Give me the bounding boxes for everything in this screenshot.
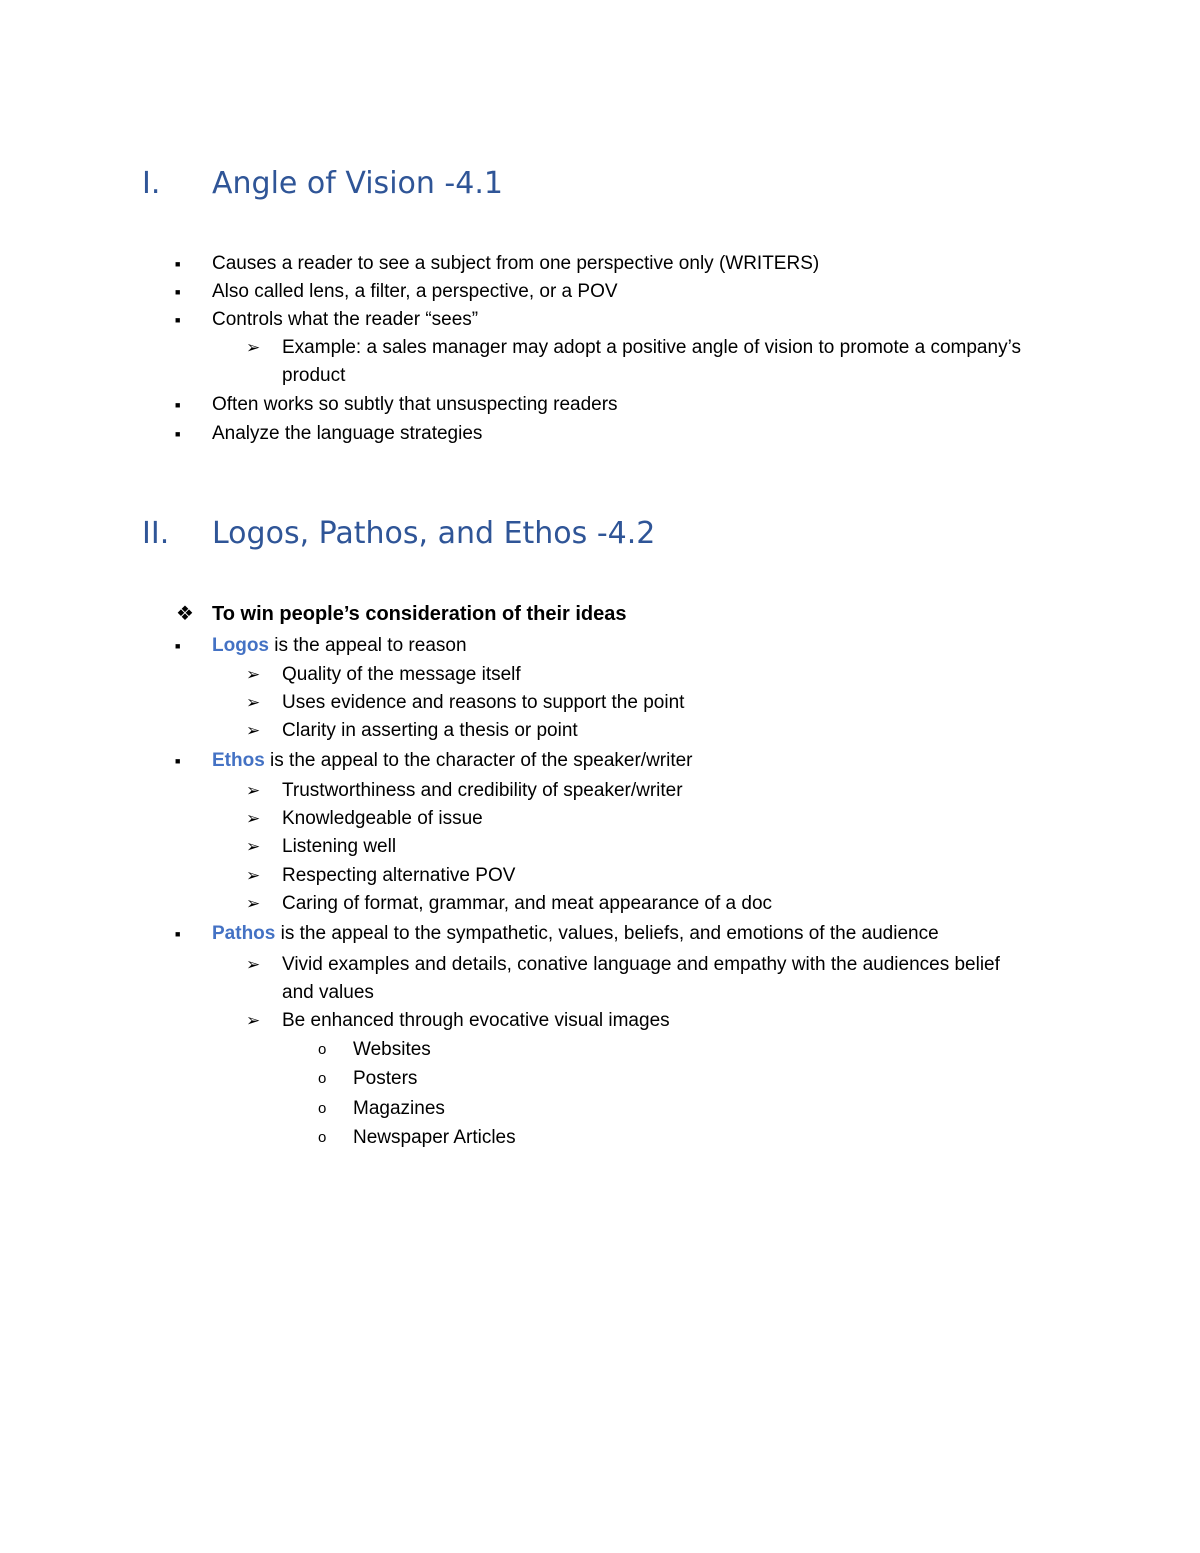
sub-list-item-text: Quality of the message itself bbox=[282, 664, 521, 685]
circle-bullet-icon: o bbox=[318, 1129, 327, 1146]
list-item-text: Often works so subtly that unsuspecting readers bbox=[212, 394, 618, 415]
list-item-text: Controls what the reader “sees” bbox=[212, 309, 479, 330]
sub-sub-list-item-text: Posters bbox=[353, 1068, 418, 1089]
ethos-keyword: Ethos bbox=[212, 750, 265, 771]
sub-sub-list-item-text: Newspaper Articles bbox=[353, 1127, 516, 1148]
pathos-definition: is the appeal to the sympathetic, values, beliefs, and emotions of the audience bbox=[275, 923, 939, 944]
list-item-text bbox=[212, 749, 693, 773]
sub-list-item-text: Uses evidence and reasons to support the point bbox=[282, 692, 685, 713]
circle-bullet-icon: o bbox=[318, 1041, 327, 1058]
sub-list-item-text: Caring of format, grammar, and meat appearance of a doc bbox=[282, 893, 773, 914]
sub-list-item-text: Listening well bbox=[282, 836, 397, 857]
square-bullet-icon: ■ bbox=[175, 287, 181, 297]
square-bullet-icon: ■ bbox=[175, 641, 181, 651]
logos-keyword: Logos bbox=[212, 635, 269, 656]
square-bullet-icon: ■ bbox=[175, 315, 181, 325]
intro-text: To win people’s consideration of their ideas bbox=[212, 603, 627, 625]
square-bullet-icon: ■ bbox=[175, 259, 181, 269]
list-item-text: Also called lens, a filter, a perspective, or a POV bbox=[212, 281, 618, 302]
diamond-bullet-icon: ❖ bbox=[176, 603, 194, 625]
arrowhead-bullet-icon: ➢ bbox=[246, 338, 261, 357]
arrowhead-bullet-icon: ➢ bbox=[246, 866, 261, 885]
sub-list-item-text: Clarity in asserting a thesis or point bbox=[282, 720, 578, 741]
list-item-text: Analyze the language strategies bbox=[212, 423, 483, 444]
list-item-text: Causes a reader to see a subject from one perspective only (WRITERS) bbox=[212, 253, 820, 274]
arrowhead-bullet-icon: ➢ bbox=[246, 693, 261, 712]
pathos-keyword: Pathos bbox=[212, 923, 276, 944]
list-item-text bbox=[212, 922, 939, 946]
sub-list-item-text: Be enhanced through evocative visual images bbox=[282, 1010, 670, 1031]
sub-list-item-text: Trustworthiness and credibility of speaker/writer bbox=[282, 780, 683, 801]
section-1-number: I. bbox=[142, 166, 161, 201]
arrowhead-bullet-icon: ➢ bbox=[246, 894, 261, 913]
list-item-text bbox=[212, 634, 467, 658]
sub-list-item-text: product bbox=[282, 365, 346, 386]
arrowhead-bullet-icon: ➢ bbox=[246, 665, 261, 684]
circle-bullet-icon: o bbox=[318, 1070, 327, 1087]
section-1-title: Angle of Vision -4.1 bbox=[212, 166, 503, 201]
arrowhead-bullet-icon: ➢ bbox=[246, 721, 261, 740]
circle-bullet-icon: o bbox=[318, 1100, 327, 1117]
sub-sub-list-item-text: Magazines bbox=[353, 1098, 445, 1119]
square-bullet-icon: ■ bbox=[175, 929, 181, 939]
arrowhead-bullet-icon: ➢ bbox=[246, 837, 261, 856]
arrowhead-bullet-icon: ➢ bbox=[246, 955, 261, 974]
sub-sub-list-item-text: Websites bbox=[353, 1039, 431, 1060]
sub-list-item-text: Vivid examples and details, conative language and empathy with the audiences belief bbox=[282, 954, 1000, 975]
square-bullet-icon: ■ bbox=[175, 756, 181, 766]
ethos-definition: is the appeal to the character of the speaker/writer bbox=[264, 750, 693, 771]
section-2-number: II. bbox=[142, 516, 170, 551]
square-bullet-icon: ■ bbox=[175, 400, 181, 410]
square-bullet-icon: ■ bbox=[175, 429, 181, 439]
arrowhead-bullet-icon: ➢ bbox=[246, 809, 261, 828]
sub-list-item-text: and values bbox=[282, 982, 374, 1003]
arrowhead-bullet-icon: ➢ bbox=[246, 1011, 261, 1030]
section-2-title: Logos, Pathos, and Ethos -4.2 bbox=[212, 516, 656, 551]
sub-list-item-text: Knowledgeable of issue bbox=[282, 808, 483, 829]
arrowhead-bullet-icon: ➢ bbox=[246, 781, 261, 800]
logos-definition: is the appeal to reason bbox=[269, 635, 467, 656]
sub-list-item-text: Respecting alternative POV bbox=[282, 865, 516, 886]
sub-list-item-text: Example: a sales manager may adopt a positive angle of vision to promote a company’s bbox=[282, 337, 1021, 358]
